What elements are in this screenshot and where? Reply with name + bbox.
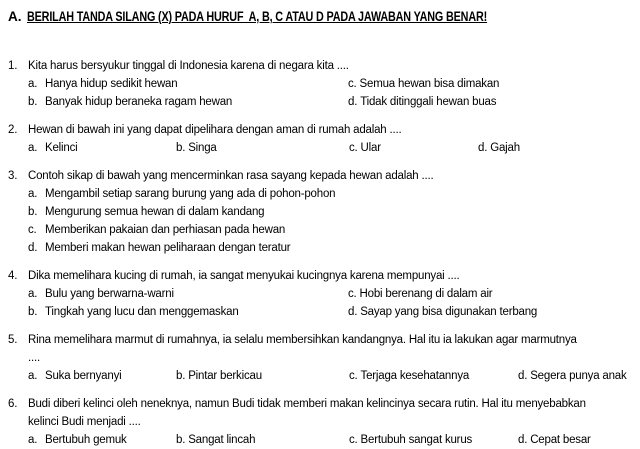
option-c — [349, 367, 518, 385]
option-d — [518, 431, 591, 449]
option-letter: b. — [176, 370, 186, 382]
option-letter: a. — [28, 370, 38, 382]
option-text: Hanya hidup sedikit hewan — [45, 78, 178, 90]
option-d — [348, 93, 638, 111]
option-text: Memberikan pakaian dan perhiasan pada hewan — [45, 224, 286, 236]
question-text: Contoh sikap di bawah yang mencerminkan rasa sayang kepada hewan adalah .... — [28, 170, 434, 182]
question-number: 1. — [8, 60, 18, 72]
option-letter: d. — [518, 370, 528, 382]
option-letter: a. — [28, 434, 38, 446]
option-text: Tidak ditinggali hewan buas — [360, 96, 497, 108]
instruction-text: BERILAH TANDA SILANG (X) PADA HURUF A, B, C ATAU D PADA JAWABAN YANG BENAR! — [27, 9, 488, 24]
option-d — [518, 367, 627, 385]
question-text-continued: kelinci Budi menjadi .... — [28, 416, 141, 428]
question-number: 2. — [8, 124, 18, 136]
options — [28, 139, 638, 157]
option-text: Semua hewan bisa dimakan — [359, 78, 500, 90]
option-letter: b. — [28, 206, 38, 218]
options — [28, 367, 638, 385]
question-2 — [8, 121, 638, 157]
option-letter: c. — [348, 288, 357, 300]
question-1 — [8, 57, 638, 111]
option-letter: a. — [28, 288, 38, 300]
option-letter: d. — [478, 142, 488, 154]
option-text: Suka bernyanyi — [45, 370, 122, 382]
question-4 — [8, 267, 638, 321]
option-letter: d. — [348, 306, 358, 318]
option-letter: a. — [28, 188, 38, 200]
question-line — [8, 331, 638, 349]
option-letter: d. — [348, 96, 358, 108]
option-text: Bertubuh sangat kurus — [360, 434, 473, 446]
option-text: Cepat besar — [530, 434, 591, 446]
question-text: Kita harus bersyukur tinggal di Indonesia karena di negara kita .... — [28, 60, 349, 72]
option-c — [349, 139, 478, 157]
option-letter: d. — [28, 242, 38, 254]
options — [28, 285, 638, 321]
question-line — [8, 167, 638, 185]
option-letter: c. — [348, 78, 357, 90]
option-b — [176, 139, 349, 157]
question-6 — [8, 395, 638, 449]
option-a — [28, 285, 348, 303]
option-c — [349, 431, 518, 449]
question-number: 5. — [8, 334, 18, 346]
option-text: Bulu yang berwarna-warni — [45, 288, 174, 300]
question-text: Hewan di bawah ini yang dapat dipelihara dengan aman di rumah adalah .... — [28, 124, 402, 136]
option-letter: b. — [28, 306, 38, 318]
option-letter: d. — [518, 434, 528, 446]
option-d — [348, 303, 638, 321]
option-text: Mengurung semua hewan di dalam kandang — [45, 206, 265, 218]
question-number: 3. — [8, 170, 18, 182]
option-text: Ular — [360, 142, 381, 154]
option-text: Segera punya anak — [530, 370, 627, 382]
option-text: Kelinci — [45, 142, 78, 154]
option-letter: b. — [176, 434, 186, 446]
question-line — [8, 395, 638, 413]
question-line — [8, 121, 638, 139]
question-3 — [8, 167, 638, 257]
question-text: Rina memelihara marmut di rumahnya, ia selalu membersihkan kandangnya. Hal itu ia lakukan agar marmutnya — [28, 334, 577, 346]
option-letter: c. — [349, 434, 358, 446]
option-b — [28, 93, 348, 111]
option-letter: c. — [349, 370, 358, 382]
option-letter: a. — [28, 142, 38, 154]
option-letter: b. — [176, 142, 186, 154]
options — [28, 431, 638, 449]
question-text-continued: .... — [28, 352, 40, 364]
question-5 — [8, 331, 638, 385]
option-text: Sangat lincah — [188, 434, 256, 446]
option-letter: c. — [28, 224, 37, 236]
option-c — [28, 221, 638, 239]
question-text: Budi diberi kelinci oleh neneknya, namun Budi tidak memberi makan kelincinya secara rutin. Hal itu menyebabkan — [28, 398, 586, 410]
option-text: Tingkah yang lucu dan menggemaskan — [45, 306, 239, 318]
option-d — [478, 139, 520, 157]
question-text: Dika memelihara kucing di rumah, ia sangat menyukai kucingnya karena mempunyai .... — [28, 270, 460, 282]
option-b — [176, 431, 349, 449]
option-text: Sayap yang bisa digunakan terbang — [360, 306, 538, 318]
option-a — [28, 431, 176, 449]
question-line — [8, 267, 638, 285]
option-text: Hobi berenang di dalam air — [359, 288, 493, 300]
instruction-header — [8, 8, 638, 26]
option-b — [176, 367, 349, 385]
option-a — [28, 75, 348, 93]
option-text: Pintar berkicau — [188, 370, 262, 382]
option-c — [348, 75, 638, 93]
option-text: Gajah — [490, 142, 520, 154]
option-c — [348, 285, 638, 303]
option-letter: b. — [28, 96, 38, 108]
option-text: Bertubuh gemuk — [45, 434, 127, 446]
option-a — [28, 139, 176, 157]
option-text: Banyak hidup beraneka ragam hewan — [45, 96, 233, 108]
option-text: Terjaga kesehatannya — [360, 370, 470, 382]
option-d — [28, 239, 638, 257]
question-line — [8, 57, 638, 75]
option-text: Singa — [188, 142, 217, 154]
section-letter: A. — [8, 9, 22, 24]
option-text: Memberi makan hewan peliharaan dengan teratur — [45, 242, 291, 254]
option-letter: a. — [28, 78, 38, 90]
question-number: 6. — [8, 398, 18, 410]
options — [28, 185, 638, 257]
options — [28, 75, 638, 111]
option-a — [28, 185, 638, 203]
option-letter: c. — [349, 142, 358, 154]
question-number: 4. — [8, 270, 18, 282]
option-b — [28, 303, 348, 321]
option-b — [28, 203, 638, 221]
option-text: Mengambil setiap sarang burung yang ada di pohon-pohon — [45, 188, 336, 200]
option-a — [28, 367, 176, 385]
